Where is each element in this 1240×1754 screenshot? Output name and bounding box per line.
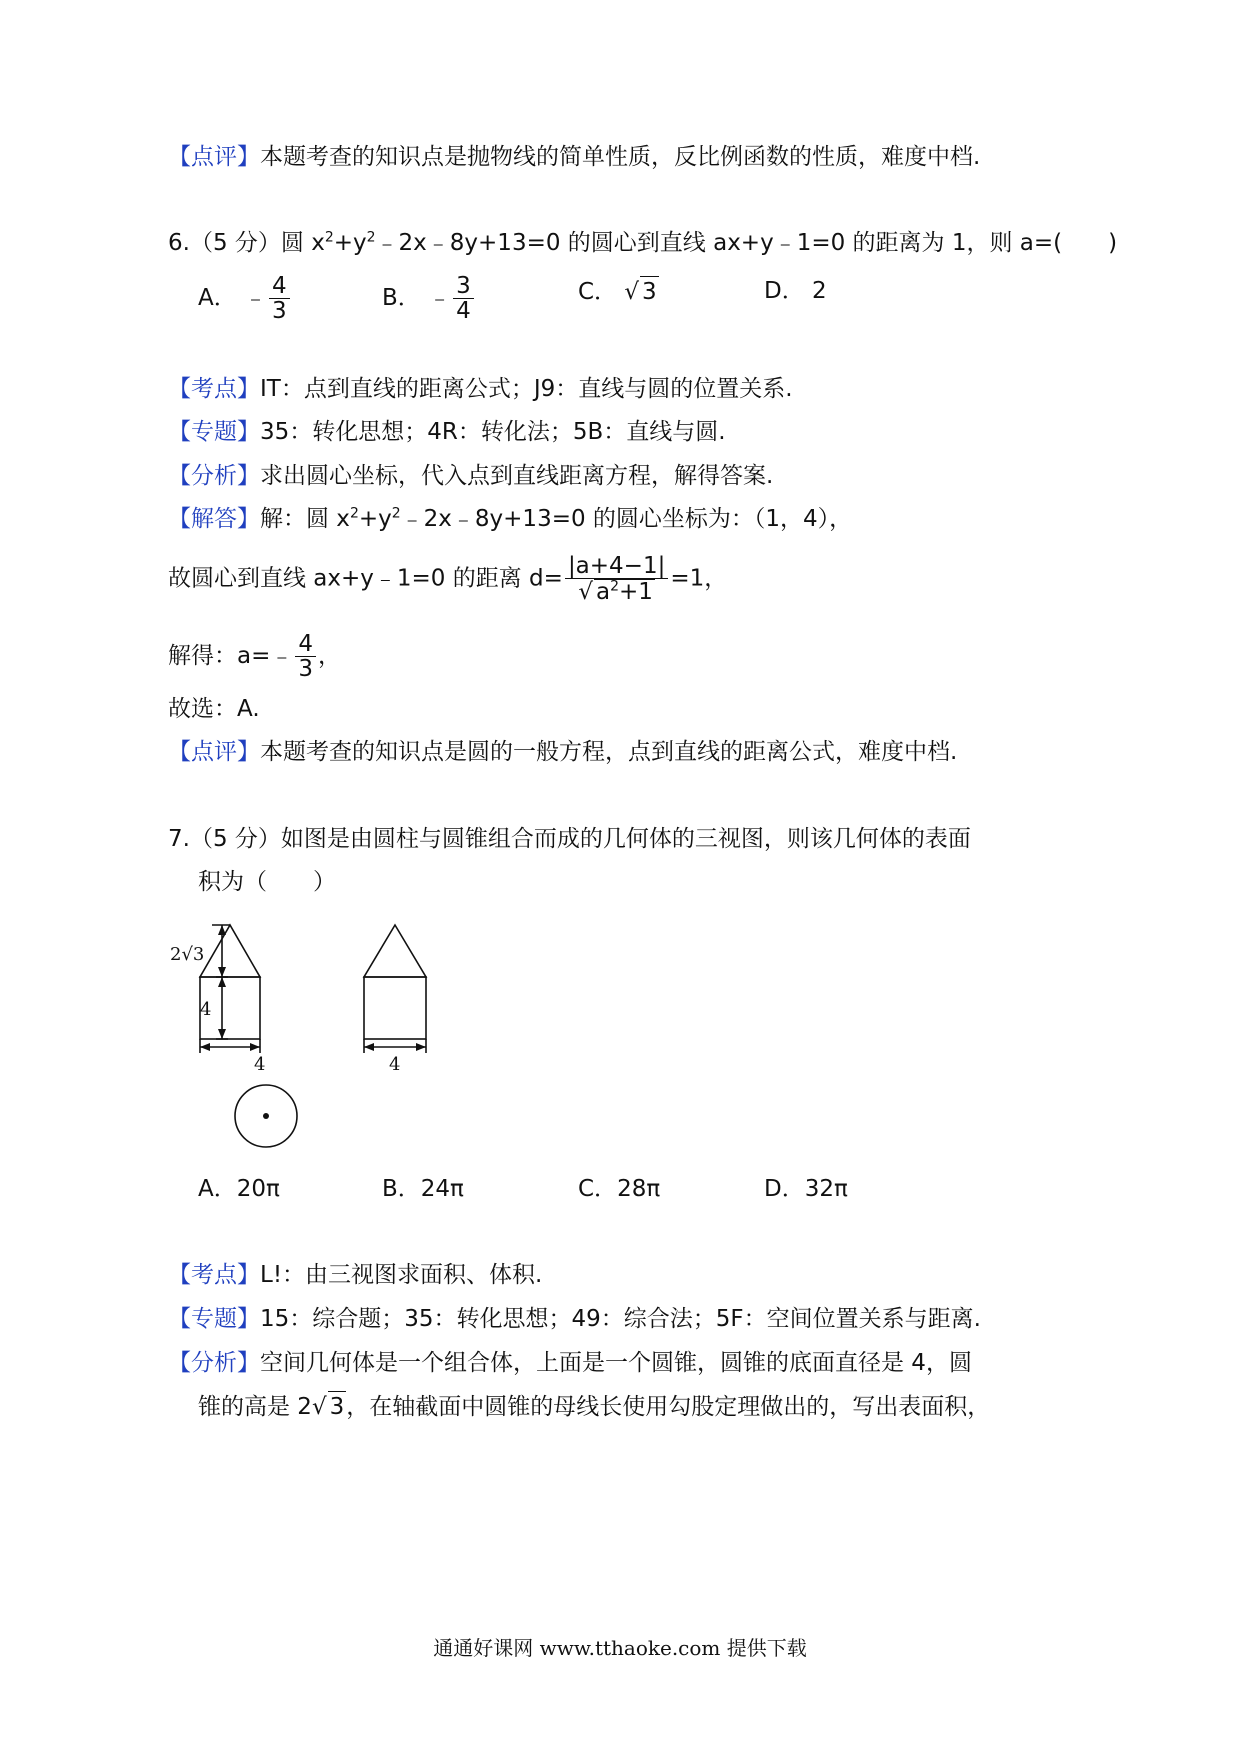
option-label: D． bbox=[764, 278, 805, 304]
dim-label-side-width: 4 bbox=[389, 1054, 401, 1075]
kaodian-text: IT：点到直线的距离公式；J9：直线与圆的位置关系. bbox=[260, 376, 793, 402]
option-label: A． bbox=[198, 1176, 237, 1202]
sqrt-radicand: 3 bbox=[328, 1391, 347, 1422]
top-view-center-dot bbox=[263, 1113, 269, 1119]
q6-sup2: 2 bbox=[366, 229, 376, 246]
kaodian-tag: 【考点】 bbox=[168, 376, 260, 402]
q6-jieda bbox=[168, 504, 852, 534]
q7-fenxi bbox=[168, 1348, 972, 1378]
q6-review bbox=[168, 737, 957, 767]
q6-fenxi bbox=[168, 461, 773, 491]
kaodian-tag: 【考点】 bbox=[168, 1262, 260, 1288]
distance-fraction bbox=[565, 554, 668, 604]
option-value: 28π bbox=[617, 1176, 661, 1202]
fraction-numerator: 4 bbox=[269, 274, 290, 299]
fenxi-tag: 【分析】 bbox=[168, 463, 260, 489]
sqrt-sign-icon: √ bbox=[578, 579, 593, 605]
distance-radicand bbox=[594, 579, 655, 604]
q7-stem-line2: 积为（ ） bbox=[198, 869, 336, 895]
fraction-denominator: 4 bbox=[456, 298, 471, 324]
dim-label-cylinder-height: 4 bbox=[200, 999, 212, 1020]
q7-option-a bbox=[198, 1174, 280, 1204]
fraction bbox=[269, 274, 290, 323]
review-tag: 【点评】 bbox=[168, 739, 260, 765]
q6-choice-line: 故选：A. bbox=[168, 696, 260, 722]
review-text: 本题考查的知识点是抛物线的简单性质，反比例函数的性质，难度中档. bbox=[260, 144, 981, 170]
distance-prefix: 故圆心到直线 ax+y﹣1=0 的距离 d= bbox=[168, 565, 563, 592]
q6-stem-mid: +y bbox=[333, 230, 367, 256]
dim-label-front-width: 4 bbox=[254, 1054, 266, 1075]
dimension-arrows bbox=[200, 925, 426, 1051]
fenxi-tag: 【分析】 bbox=[168, 1350, 260, 1376]
q7-option-d bbox=[764, 1174, 848, 1204]
option-label: A． bbox=[198, 285, 237, 311]
q6-option-b bbox=[382, 274, 476, 323]
fraction-denominator: 3 bbox=[298, 656, 314, 682]
zhuanti-text: 35：转化思想；4R：转化法；5B：直线与圆. bbox=[260, 419, 726, 445]
distance-numerator: |a+4−1| bbox=[565, 554, 668, 579]
q6-zhuanti bbox=[168, 417, 726, 447]
jieda-sup1: 2 bbox=[349, 505, 359, 522]
option-value: 2 bbox=[812, 278, 827, 304]
q6-distance-line bbox=[168, 554, 727, 604]
review-text: 本题考查的知识点是圆的一般方程，点到直线的距离公式，难度中档. bbox=[260, 739, 958, 765]
sqrt-sign-icon: √ bbox=[624, 279, 640, 305]
jieda-mid: +y bbox=[358, 506, 392, 532]
sqrt-sign-icon: √ bbox=[311, 1394, 327, 1420]
option-value: 20π bbox=[236, 1176, 280, 1202]
fenxi-text: 求出圆心坐标，代入点到直线距离方程，解得答案. bbox=[260, 463, 774, 489]
option-label: C． bbox=[578, 1176, 618, 1202]
radicand-base: a bbox=[596, 579, 611, 605]
side-view-cylinder bbox=[364, 977, 426, 1039]
q6-option-a bbox=[198, 274, 292, 323]
distance-denominator bbox=[575, 579, 658, 604]
q6-stem bbox=[168, 228, 1117, 258]
option-label: B． bbox=[382, 1176, 421, 1202]
three-view-figure bbox=[160, 915, 460, 1160]
zhuanti-tag: 【专题】 bbox=[168, 1306, 260, 1332]
result-suffix: ， bbox=[318, 643, 342, 669]
dim-label-cone-height: 2√3 bbox=[170, 944, 205, 965]
review-line-q5 bbox=[168, 142, 980, 172]
option-value: 24π bbox=[420, 1176, 464, 1202]
option-label: D． bbox=[764, 1176, 805, 1202]
fenxi-line2-prefix: 锥的高是 2 bbox=[198, 1394, 312, 1420]
option-sign: ﹣ bbox=[428, 285, 452, 311]
front-view-cone bbox=[200, 925, 260, 977]
fenxi-line2-rest: ，在轴截面中圆锥的母线长使用勾股定理做出的，写出表面积， bbox=[346, 1394, 991, 1420]
q6-result-line bbox=[168, 632, 341, 681]
q6-option-d bbox=[764, 276, 827, 306]
radicand-sup: 2 bbox=[610, 578, 620, 595]
jieda-prefix: 解：圆 x bbox=[260, 506, 350, 532]
q6-option-c bbox=[578, 276, 659, 307]
q7-stem-line1: 7.（5 分）如图是由圆柱与圆锥组合而成的几何体的三视图，则该几何体的表面 bbox=[168, 826, 971, 852]
review-tag: 【点评】 bbox=[168, 144, 260, 170]
jieda-tag: 【解答】 bbox=[168, 506, 260, 532]
zhuanti-tag: 【专题】 bbox=[168, 419, 260, 445]
side-view-cone bbox=[364, 925, 426, 977]
q7-fenxi-line2 bbox=[198, 1391, 990, 1422]
zhuanti-text: 15：综合题；35：转化思想；49：综合法；5F：空间位置关系与距离. bbox=[260, 1306, 981, 1332]
q6-kaodian bbox=[168, 374, 793, 404]
result-sign: ﹣ bbox=[270, 643, 294, 669]
jieda-rest: ﹣2x﹣8y+13=0 的圆心坐标为：（1，4）， bbox=[400, 506, 853, 532]
option-sign: ﹣ bbox=[244, 285, 268, 311]
fraction-numerator: 4 bbox=[295, 632, 316, 657]
option-label: C． bbox=[578, 279, 618, 305]
distance-suffix: =1， bbox=[670, 565, 728, 592]
jieda-sup2: 2 bbox=[391, 505, 401, 522]
q7-option-b bbox=[382, 1174, 464, 1204]
option-label: B． bbox=[382, 285, 421, 311]
q6-sup1: 2 bbox=[324, 229, 334, 246]
radicand-rest: +1 bbox=[619, 579, 653, 605]
result-fraction bbox=[295, 632, 316, 681]
fraction-numerator: 3 bbox=[453, 274, 474, 299]
page-footer: 通通好课网 www.tthaoke.com 提供下载 bbox=[433, 1636, 807, 1660]
q7-zhuanti bbox=[168, 1304, 981, 1334]
q7-kaodian bbox=[168, 1260, 542, 1290]
sqrt-radicand: 3 bbox=[640, 276, 659, 307]
fraction bbox=[453, 274, 474, 323]
result-prefix: 解得：a= bbox=[168, 643, 271, 669]
q6-stem-rest: ﹣2x﹣8y+13=0 的圆心到直线 ax+y﹣1=0 的距离为 1，则 a=( ) bbox=[375, 230, 1118, 256]
option-value: 32π bbox=[804, 1176, 848, 1202]
q6-stem-prefix: 6.（5 分）圆 x bbox=[168, 230, 325, 256]
q7-option-c bbox=[578, 1174, 660, 1204]
kaodian-text: L!：由三视图求面积、体积. bbox=[260, 1262, 543, 1288]
fraction-denominator: 3 bbox=[272, 298, 287, 324]
fenxi-text: 空间几何体是一个组合体，上面是一个圆锥，圆锥的底面直径是 4，圆 bbox=[260, 1350, 972, 1376]
